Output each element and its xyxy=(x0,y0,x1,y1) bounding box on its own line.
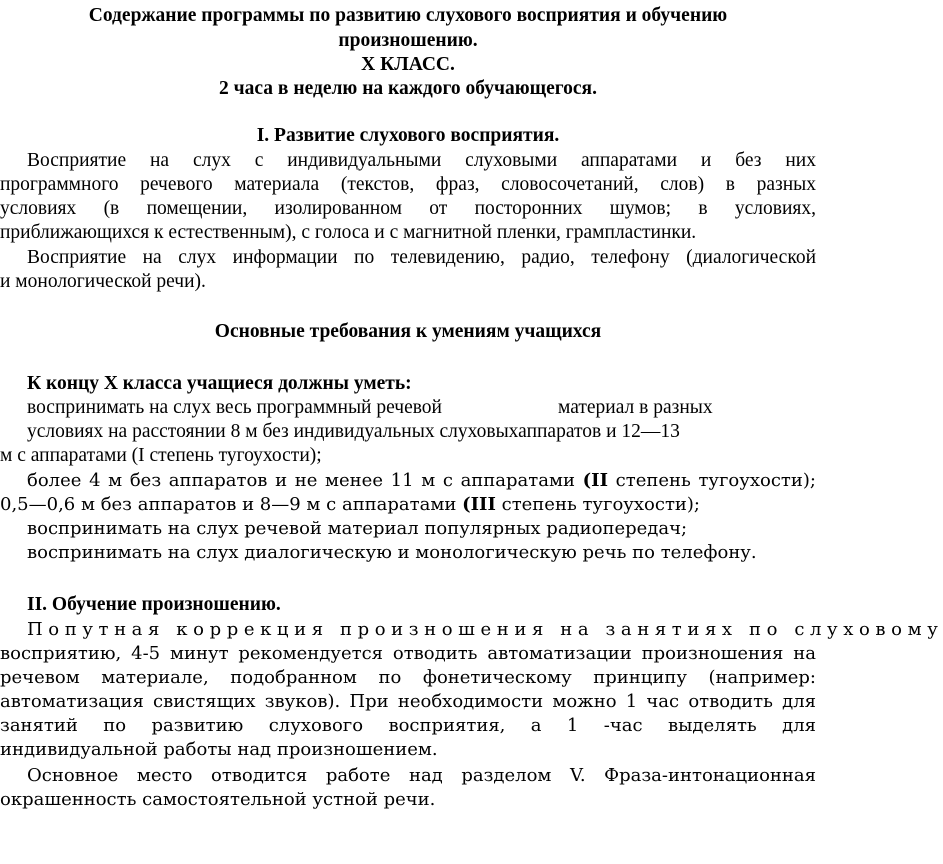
requirement-item-2-line-1-bold: (II xyxy=(582,470,608,491)
grade-heading: X КЛАСС. xyxy=(361,54,455,75)
document-title-line-1: Содержание программы по развитию слухового восприятия и обучению xyxy=(88,5,728,26)
hours-heading: 2 часа в неделю на каждого обучающегося. xyxy=(219,78,597,99)
section-1-paragraph-2-line: и монологической речи). xyxy=(0,271,206,292)
section-1-paragraph-1-line: приближающихся к естественным), с голоса и с магнитной пленки, грампластинки. xyxy=(0,222,697,243)
section-2-paragraph-1-line: речевом материале, подобранном по фонетическому принципу (например: xyxy=(0,667,816,688)
requirement-item-2-line-1 xyxy=(0,469,816,493)
requirements-heading: Основные требования к умениям учащихся xyxy=(214,321,602,342)
requirement-item-2-line-2-bold: (III xyxy=(462,494,496,515)
requirement-item-2-line-1-text-a: более 4 м без аппаратов и не менее 11 м с аппаратами xyxy=(27,470,575,491)
section-2-paragraph-1-line: индивидуальной работы над произношением. xyxy=(0,739,438,760)
requirement-item-3: воспринимать на слух речевой материал популярных радиопередач; xyxy=(27,518,688,539)
requirement-item-2-line-2-text-b: степень тугоухости); xyxy=(501,494,700,515)
requirement-item-2-line-1-text-b: степень тугоухости); xyxy=(615,470,816,491)
section-2-paragraph-1-line: занятий по развитию слухового восприятия, а 1 -час выделять для xyxy=(0,715,816,736)
section-1-heading: I. Развитие слухового восприятия. xyxy=(256,125,560,146)
document-title-line-2: произношению. xyxy=(338,30,478,51)
section-2-paragraph-1-line: Попутная коррекция произношения на занятиях по слуховому xyxy=(27,619,943,640)
section-2-heading: II. Обучение произношению. xyxy=(27,594,281,615)
section-1-paragraph-1-line: Восприятие на слух с индивидуальными слуховыми аппаратами и без них xyxy=(27,150,816,171)
requirement-item-2-line-2-text-a: 0,5—0,6 м без аппаратов и 8—9 м с аппаратами xyxy=(0,494,457,515)
section-1-paragraph-2-line: Восприятие на слух информации по телевидению, радио, телефону (диалогической xyxy=(27,247,816,268)
requirement-item-2-line-2 xyxy=(0,493,816,517)
section-2-paragraph-2-line: окрашенность самостоятельной устной речи. xyxy=(0,789,436,810)
section-1-paragraph-1-line: программного речевого материала (текстов, фраз, словосочетаний, слов) в разных xyxy=(0,174,816,195)
requirements-subheading: К концу X класса учащиеся должны уметь: xyxy=(27,373,412,394)
section-2-paragraph-1-line: автоматизация свистящих звуков). При необходимости можно 1 час отводить для xyxy=(0,691,816,712)
requirement-item-1-line-3: м с аппаратами (I степень тугоухости); xyxy=(0,445,322,466)
requirement-item-1-line-1b: материал в разных xyxy=(558,397,713,418)
section-1-paragraph-1-line: условиях (в помещении, изолированном от посторонних шумов; в условиях, xyxy=(0,198,816,219)
section-2-paragraph-2-line: Основное место отводится работе над разделом V. Фраза-интонационная xyxy=(27,765,816,786)
requirement-item-1-line-2: условиях на расстоянии 8 м без индивидуальных слуховыхаппаратов и 12—13 xyxy=(27,421,680,442)
requirement-item-4: воспринимать на слух диалогическую и монологическую речь по телефону. xyxy=(27,542,757,563)
requirement-item-1-line-1a: воспринимать на слух весь программный речевой xyxy=(27,397,442,418)
section-2-paragraph-1-line: восприятию, 4-5 минут рекомендуется отводить автоматизации произношения на xyxy=(0,643,816,664)
